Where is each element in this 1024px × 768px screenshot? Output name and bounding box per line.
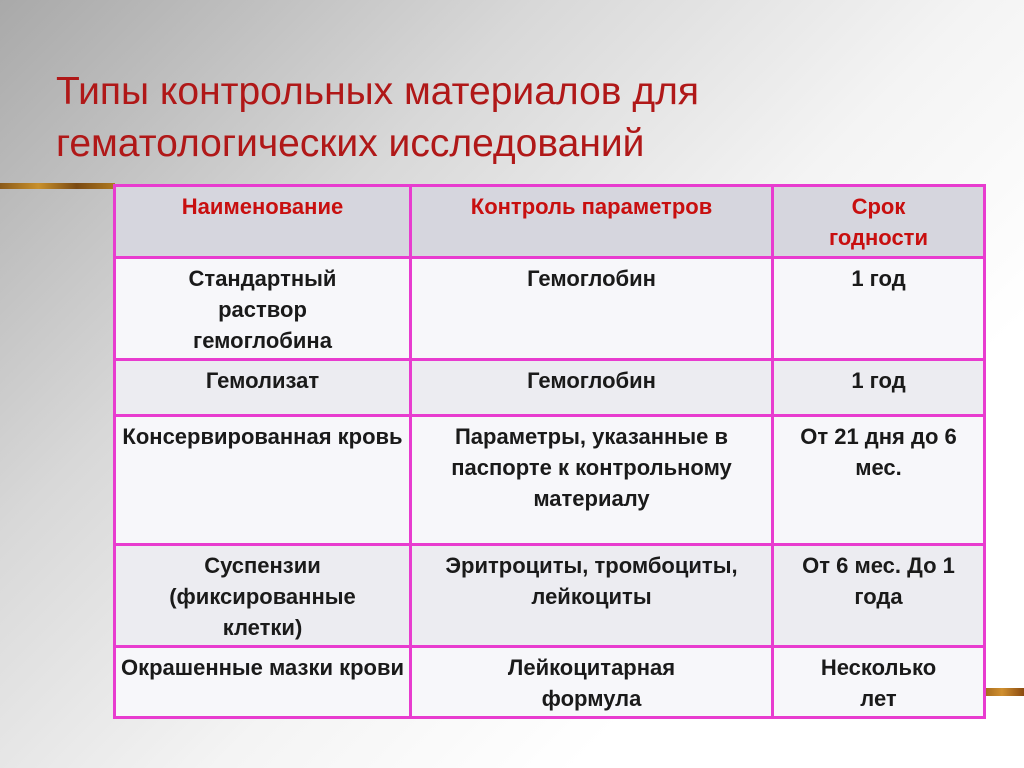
cell-parameters: Лейкоцитарная формула bbox=[411, 647, 773, 718]
slide-title-line-2: гематологических исследований bbox=[56, 122, 645, 165]
table-header-row bbox=[115, 186, 985, 258]
slide-title-line-1: Типы контрольных материалов для bbox=[56, 70, 699, 113]
cell-shelf-life: Несколько лет bbox=[773, 647, 985, 718]
slide-title bbox=[56, 66, 956, 170]
cell-name: Стандартный раствор гемоглобина bbox=[115, 258, 411, 360]
cell-name: Гемолизат bbox=[115, 360, 411, 416]
cell-shelf-life: 1 год bbox=[773, 258, 985, 360]
table-row bbox=[115, 647, 985, 718]
materials-table bbox=[113, 184, 986, 719]
table-row bbox=[115, 258, 985, 360]
table-row bbox=[115, 416, 985, 545]
cell-name: Окрашенные мазки крови bbox=[115, 647, 411, 718]
cell-parameters: Гемоглобин bbox=[411, 258, 773, 360]
cell-name: Консервированная кровь bbox=[115, 416, 411, 545]
header-name: Наименование bbox=[115, 186, 411, 258]
header-shelf-life: Срок годности bbox=[773, 186, 985, 258]
cell-shelf-life: От 6 мес. До 1 года bbox=[773, 545, 985, 647]
header-parameters: Контроль параметров bbox=[411, 186, 773, 258]
table-row bbox=[115, 545, 985, 647]
cell-parameters: Эритроциты, тромбоциты, лейкоциты bbox=[411, 545, 773, 647]
decorative-strip-left bbox=[0, 183, 115, 189]
decorative-strip-right bbox=[980, 688, 1024, 696]
cell-shelf-life: От 21 дня до 6 мес. bbox=[773, 416, 985, 545]
cell-name: Суспензии (фиксированные клетки) bbox=[115, 545, 411, 647]
cell-parameters: Параметры, указанные в паспорте к контрольному материалу bbox=[411, 416, 773, 545]
table-row bbox=[115, 360, 985, 416]
cell-parameters: Гемоглобин bbox=[411, 360, 773, 416]
cell-shelf-life: 1 год bbox=[773, 360, 985, 416]
